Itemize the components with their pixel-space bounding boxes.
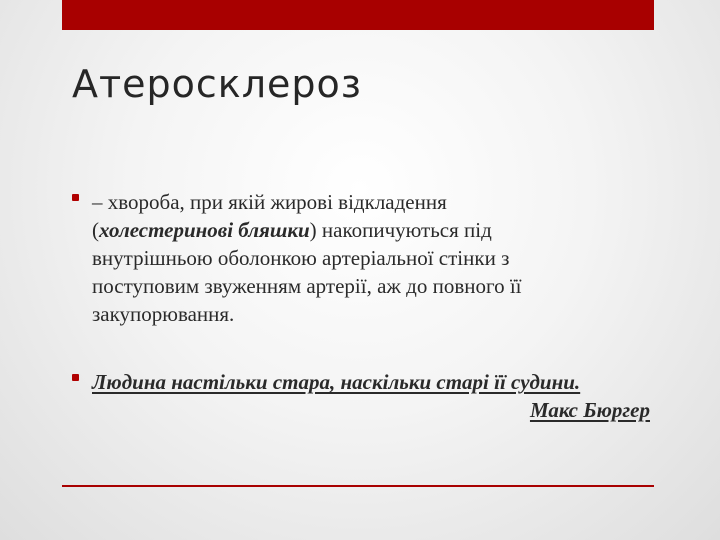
bullet-marker-icon (72, 194, 79, 201)
bottom-divider (62, 485, 654, 487)
quote-text: Людина настільки стара, наскільки старі її судини. (92, 370, 581, 394)
definition-line-4: поступовим звуженням артерії, аж до повного її (92, 274, 522, 298)
slide-content (72, 188, 662, 424)
slide-title: Атеросклероз (72, 62, 362, 106)
definition-line-3: внутрішньою оболонкою артеріальної стінки з (92, 246, 510, 270)
quote-author: Макс Бюргер (529, 398, 650, 422)
definition-line-5: закупорювання. (92, 302, 235, 326)
top-accent-bar (62, 0, 654, 30)
bullet-marker-icon (72, 374, 79, 381)
bullet-definition (72, 188, 662, 328)
definition-line-2 (92, 216, 662, 244)
definition-line-1: – хвороба, при якій жирові відкладення (92, 190, 447, 214)
emphasis-term: холестеринові бляшки (99, 218, 310, 242)
bullet-quote (72, 368, 662, 424)
paren-open: ( (92, 218, 99, 242)
definition-line-2-rest: ) накопичуються під (309, 218, 492, 242)
